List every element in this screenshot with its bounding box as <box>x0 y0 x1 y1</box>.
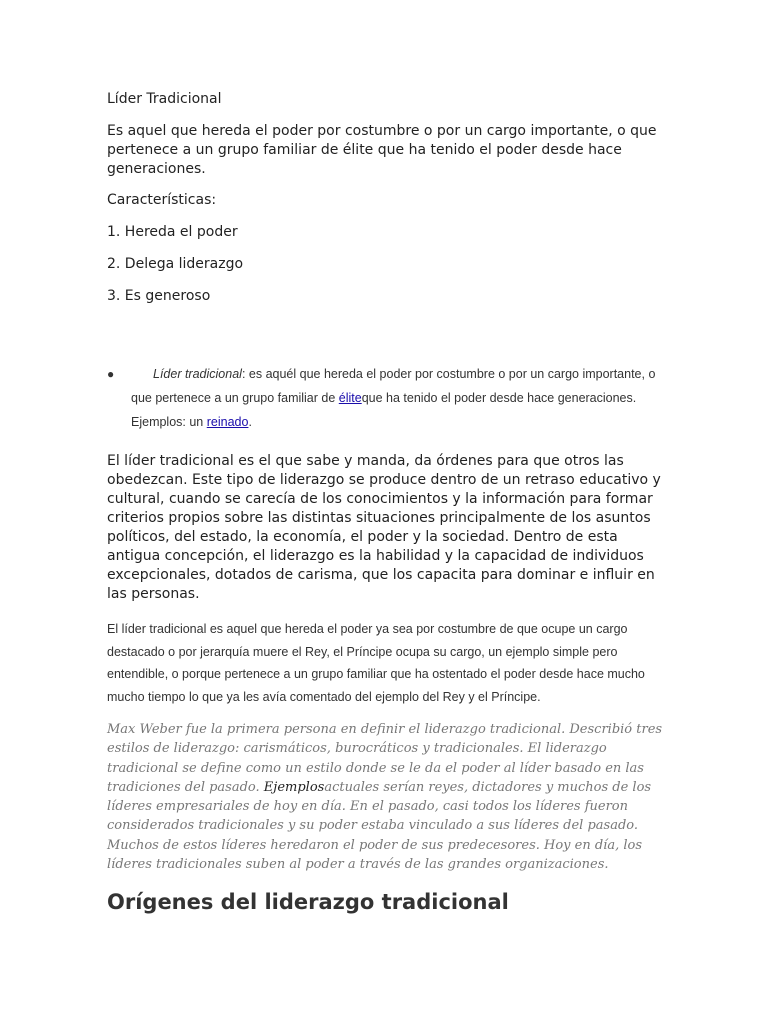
paragraph-max-weber <box>107 720 667 874</box>
bullet-text-part: : es aquél que hereda el poder por costumbre o por un cargo importante, o que pertenece a un grupo familiar de <box>131 367 656 405</box>
link-reinado[interactable]: reinado <box>206 415 249 429</box>
paragraph-hereda-poder: El líder tradicional es aquel que hereda el poder ya sea por costumbre de que ocupe un cargo destacado o por jerarquía muere el Rey, el Príncipe ocupa su cargo, un ejemplo simple pero entendible, o porque pertenece a un grupo familiar que ha ostentado el poder desde hace mucho mucho tiempo lo que ya les avía comentado del ejemplo del Rey y el Príncipe. <box>107 622 645 704</box>
list-item: 3. Es generoso <box>107 288 211 304</box>
bullet-text <box>107 362 667 434</box>
document-page <box>107 90 667 916</box>
bullet-icon: ● <box>107 367 115 381</box>
paragraph-lider-sabe-manda: El líder tradicional es el que sabe y manda, da órdenes para que otros las obedezcan. Este tipo de liderazgo se produce dentro de un retraso educativo y cultural, cuando se carecía de los conocimientos y la información para formar criterios propios sobre las distintas situaciones principalmente de los asuntos políticos, del estado, la economía, el poder y la sociedad. Dentro de esta antigua concepción, el liderazgo es la habilidad y la capacidad de individuos excepcionales, dotados de carisma, que los capacita para dominar e influir en las personas. <box>107 453 661 602</box>
section-heading: Orígenes del liderazgo tradicional <box>107 890 509 915</box>
intro-paragraph: Es aquel que hereda el poder por costumbre o por un cargo importante, o que pertenece a un grupo familiar de élite que ha tenido el poder desde hace generaciones. <box>107 123 657 177</box>
list-item: 1. Hereda el poder <box>107 224 238 240</box>
weber-text: actuales serían reyes, dictadores y muchos de los líderes empresariales de hoy en día. En el pasado, casi todos los líderes fueron considerados tradicionales y su poder estaba vinculado a sus líderes del pasado. Muchos de estos líderes heredaron el poder de sus predecesores. Hoy en día, los líderes tradicionales suben al poder a través de las grandes organizaciones. <box>107 779 652 873</box>
list-item: 2. Delega liderazgo <box>107 256 244 272</box>
characteristics-label: Características: <box>107 192 217 208</box>
bullet-text-part: . <box>248 415 252 429</box>
weber-emphasis: Ejemplos <box>263 779 325 795</box>
weber-text: Max Weber fue la primera persona en definir el liderazgo tradicional. Describió tres estilos de liderazgo: carismáticos, burocráticos y tradicionales. El liderazgo tradicional se define como un estilo donde se le da el poder al líder basado en las tradiciones del pasado. <box>107 722 663 795</box>
bullet-lead: Líder tradicional <box>153 367 242 381</box>
link-elite[interactable]: élite <box>338 391 362 405</box>
bullet-text-part: que ha tenido el poder desde hace generaciones. Ejemplos: un <box>131 391 637 429</box>
document-title: Líder Tradicional <box>107 91 222 107</box>
bullet-definition <box>107 362 667 434</box>
